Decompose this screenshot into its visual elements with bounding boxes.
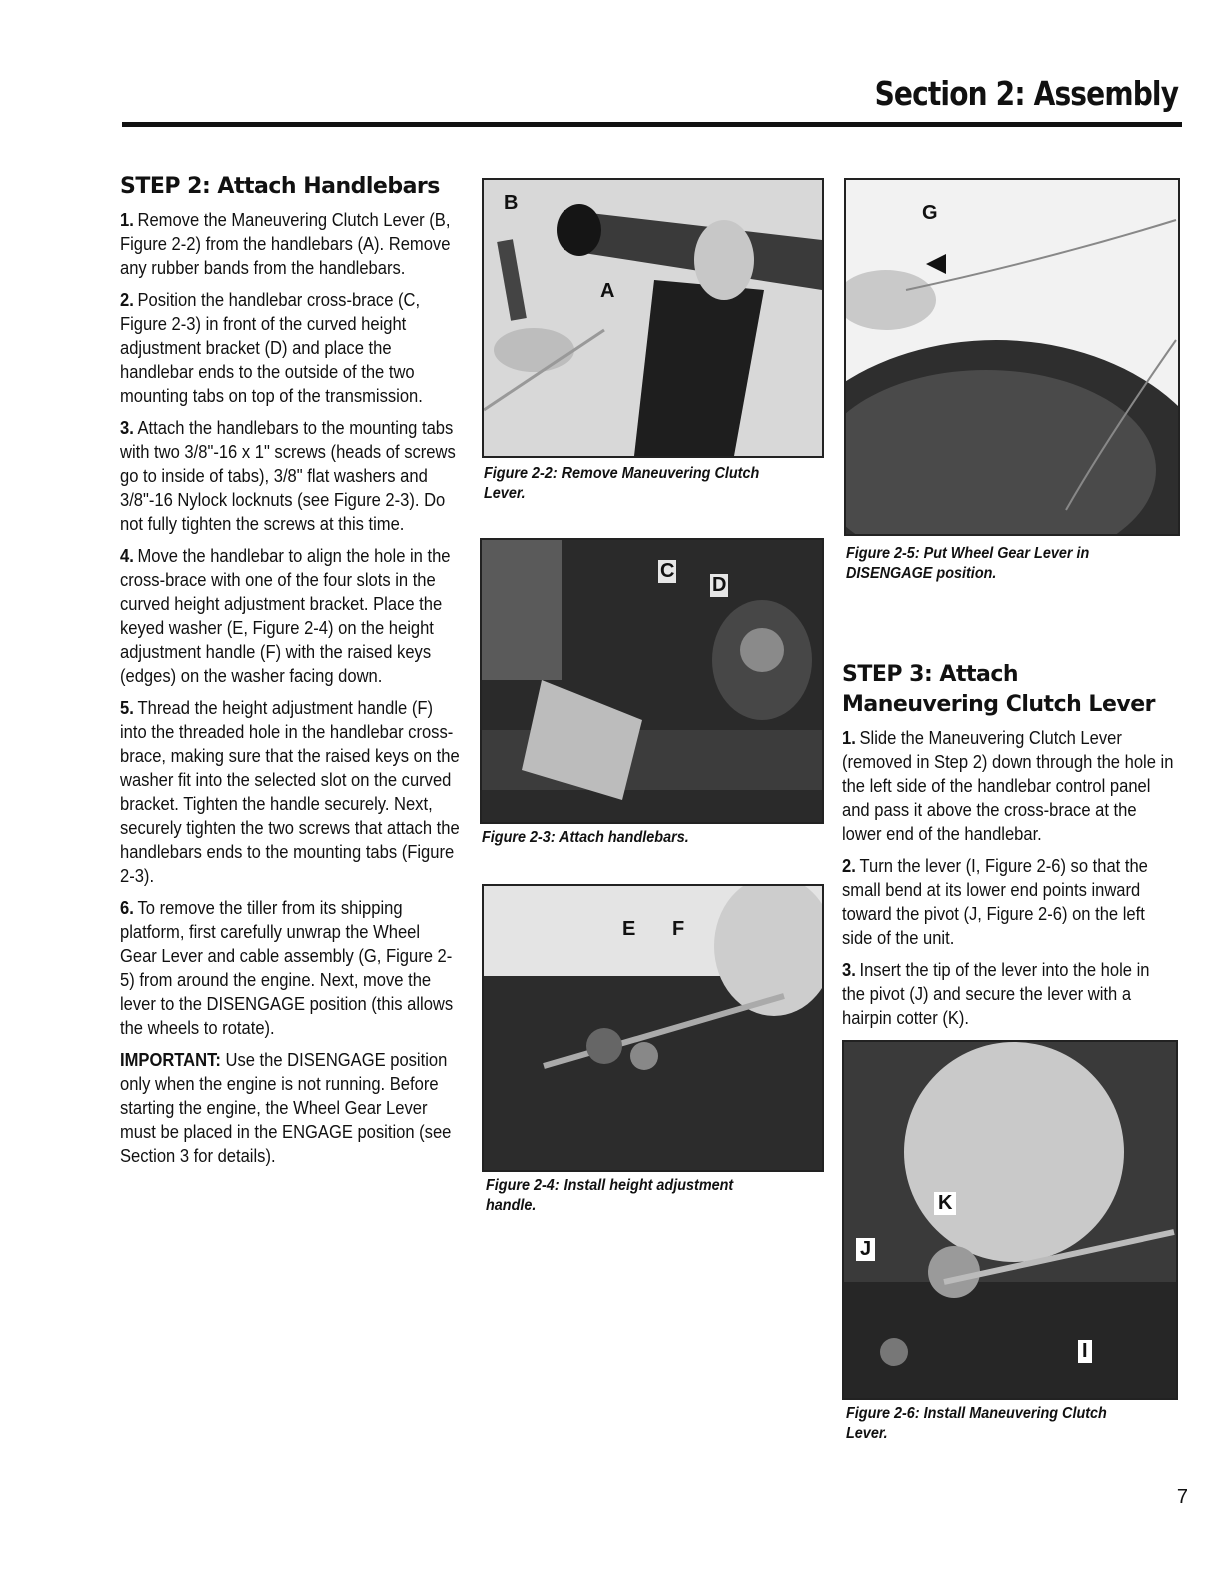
step2-column	[120, 172, 462, 1176]
important-note: IMPORTANT: Use the DISENGAGE position only when the engine is not running. Before starting the engine, the Wheel Gear Lever must be placed in the ENGAGE position (see Section 3 for details).	[120, 1050, 452, 1166]
figure-2-5-caption: Figure 2-5: Put Wheel Gear Lever in DISENGAGE position.	[846, 545, 1090, 582]
fig2-6-label-k: K	[934, 1192, 956, 1215]
fig2-2-label-a: A	[600, 280, 615, 302]
figure-2-4-caption: Figure 2-4: Install height adjustment handle.	[486, 1177, 734, 1214]
section-title: Section 2: Assembly	[874, 74, 1178, 113]
fig2-6-label-i: I	[1078, 1340, 1092, 1363]
figure-2-6-photo	[842, 1040, 1178, 1400]
figure-2-4-photo	[482, 884, 824, 1172]
figure-2-6-caption: Figure 2-6: Install Maneuvering Clutch Lever.	[846, 1405, 1107, 1442]
step3-item-2: 2. Turn the lever (I, Figure 2-6) so that the small bend at its lower end points inward toward the pivot (J, Figure 2-6) on the left side of the unit.	[842, 856, 1148, 948]
step2-item-4: 4. Move the handlebar to align the hole in the cross-brace with one of the four slots in the curved height adjustment bracket. Place the keyed washer (E, Figure 2-4) on the height adjustment handle (F) with the raised keys (edges) on the washer facing down.	[120, 546, 451, 686]
step2-item-5: 5. Thread the height adjustment handle (F) into the threaded hole in the handlebar cross-brace, making sure that the raised keys on the washer fit into the selected slot on the curved bracket. Tighten the handle securely. Next, securely tighten the two screws that attach the handlebars ends to the mounting tabs (Figure 2-3).	[120, 698, 460, 886]
header-rule	[122, 122, 1182, 127]
fig2-5-label-g: G	[922, 202, 938, 224]
step2-item-6: 6. To remove the tiller from its shipping platform, first carefully unwrap the Wheel Gear Lever and cable assembly (G, Figure 2-5) from around the engine. Next, move the lever to the DISENGAGE position (this allows the wheels to rotate).	[120, 898, 454, 1038]
figure-2-5-photo	[844, 178, 1180, 536]
step3-column	[842, 660, 1178, 1038]
step2-item-1: 1. Remove the Maneuvering Clutch Lever (B, Figure 2-2) from the handlebars (A). Remove any rubber bands from the handlebars.	[120, 210, 451, 278]
step2-title: STEP 2: Attach Handlebars	[120, 174, 440, 199]
page-number: 7	[1176, 1486, 1188, 1508]
step2-item-2: 2. Position the handlebar cross-brace (C, Figure 2-3) in front of the curved height adjustment bracket (D) and place the handlebar ends to the outside of the two mounting tabs on top of the transmission.	[120, 290, 423, 406]
fig2-4-label-f: F	[672, 918, 685, 940]
step3-title: STEP 3: Attach Maneuvering Clutch Lever	[842, 662, 1155, 717]
step3-item-1: 1. Slide the Maneuvering Clutch Lever (removed in Step 2) down through the hole in the left side of the handlebar control panel and pass it above the cross-brace at the lower end of the handlebar.	[842, 728, 1174, 844]
figure-2-2-photo	[482, 178, 824, 458]
fig2-4-label-e: E	[622, 918, 636, 940]
figure-2-3-caption: Figure 2-3: Attach handlebars.	[482, 829, 689, 846]
figure-2-2-caption: Figure 2-2: Remove Maneuvering Clutch Lever.	[484, 465, 760, 502]
figure-2-3-photo	[480, 538, 824, 824]
step3-item-3: 3. Insert the tip of the lever into the hole in the pivot (J) and secure the lever with a hairpin cotter (K).	[842, 960, 1150, 1028]
step2-item-3: 3. Attach the handlebars to the mounting tabs with two 3/8"-16 x 1" screws (heads of screws go to inside of tabs), 3/8" flat washers and 3/8"-16 Nylock locknuts (see Figure 2-3). Do not fully tighten the screws at this time.	[120, 418, 456, 534]
fig2-3-label-d: D	[712, 574, 727, 596]
fig2-3-label-c: C	[660, 560, 675, 582]
fig2-6-label-j: J	[856, 1238, 875, 1261]
fig2-2-label-b: B	[504, 192, 519, 214]
